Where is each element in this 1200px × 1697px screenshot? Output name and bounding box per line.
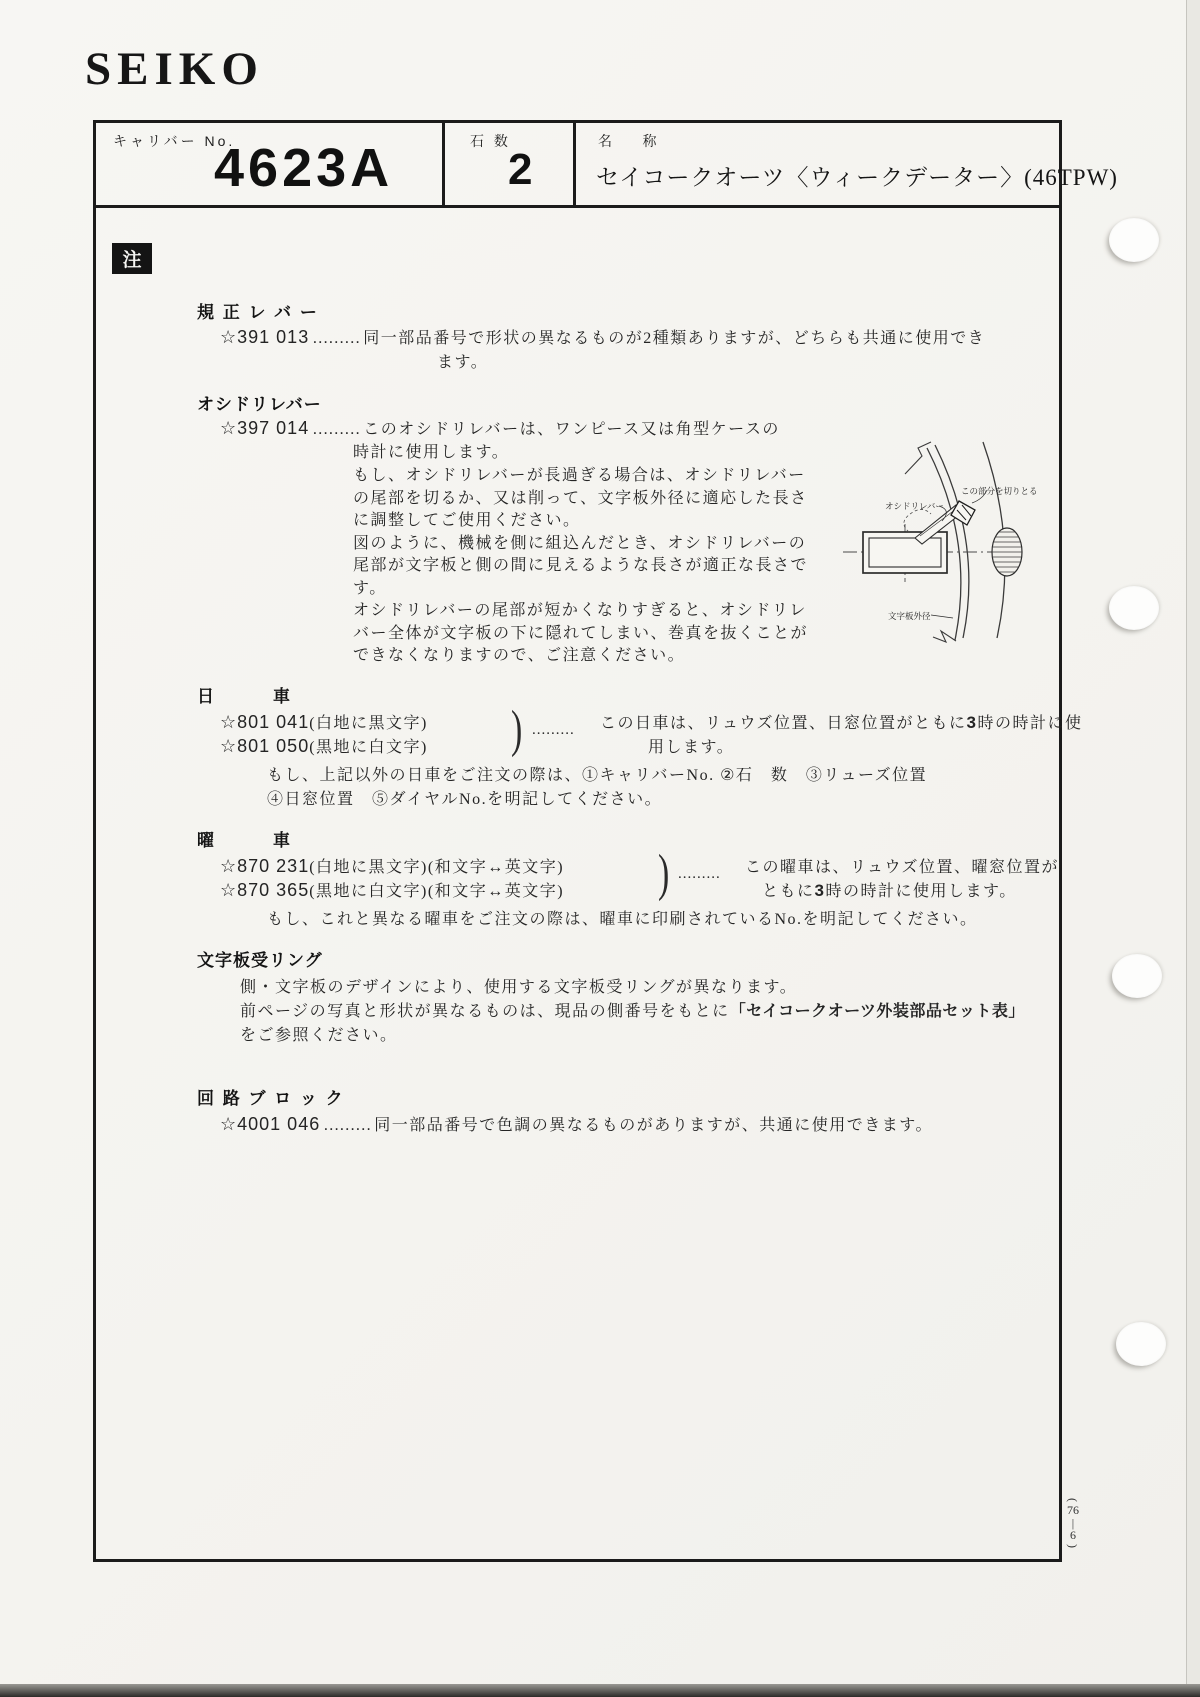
header-divider-1	[442, 123, 445, 205]
diagram-label-cut: この部分を切りとる	[961, 486, 1038, 496]
section-heading-date-wheel: 日 車	[197, 687, 292, 706]
grouping-brace: )	[658, 845, 670, 902]
diagram-label-dial-edge: 文字板外径	[888, 611, 931, 621]
name-label: 名 称	[598, 133, 660, 149]
caliber-label: キャリバー No.	[113, 133, 236, 149]
body-line: もし、上記以外の日車をご注文の際は、①キャリバーNo. ②石 数 ③リューズ位置	[267, 767, 928, 784]
body-line: ます。	[437, 354, 489, 371]
body-line: ☆801 041(白地に黒文字)	[220, 712, 428, 732]
grouping-brace: )	[511, 701, 523, 758]
punch-hole	[1112, 954, 1162, 998]
body-line: をご参照ください。	[240, 1027, 398, 1044]
diagram-label-lever: オシドリレバー	[885, 501, 944, 511]
body-line: 時計に使用します。	[353, 444, 510, 461]
punch-hole	[1116, 1322, 1166, 1366]
body-line: できなくなりますので、ご注意ください。	[353, 647, 686, 664]
caliber-number: 4623A	[214, 138, 394, 198]
punch-hole	[1109, 218, 1159, 262]
body-line: ☆870 365(黒地に白文字)(和文字↔英文字)	[220, 880, 565, 900]
jewels-label: 石 数	[470, 133, 511, 149]
part-number: ☆801 050	[220, 736, 310, 756]
body-line: ④日窓位置 ⑤ダイヤルNo.を明記してください。	[267, 791, 663, 808]
body-line: に調整してご使用ください。	[353, 512, 581, 529]
body-line: ☆391 013 ……… 同一部品番号で形状の異なるものが2種類ありますが、どちらも共通に使用でき	[220, 327, 986, 347]
section-heading-circuit-block: 回 路 ブ ロ ッ ク	[197, 1089, 345, 1108]
header-table	[93, 120, 1118, 208]
lever-diagram	[835, 432, 1045, 652]
paper-right-edge	[1186, 0, 1200, 1697]
section-heading-day-wheel: 曜 車	[197, 831, 292, 850]
leader-dots: .........	[678, 866, 721, 882]
crown-shape	[990, 528, 1024, 576]
section-heading-regulating-lever: 規 正 レ バ ー	[197, 303, 319, 322]
punch-hole	[1109, 586, 1159, 630]
referenced-document-title: 「セイコークオーツ外装部品セット表」	[729, 1003, 1025, 1020]
body-line: ともに3時の時計に使用します。	[762, 881, 1017, 900]
body-line: ☆397 014 ……… このオシドリレバーは、ワンピース又は角型ケースの	[220, 418, 780, 438]
section-heading-setting-lever: オシドリレバー	[197, 395, 322, 414]
date-code: ( 76 | 6 )	[1066, 1498, 1080, 1548]
body-line: オシドリレバーの尾部が短かくなりすぎると、オシドリレ	[353, 602, 807, 619]
body-line: もし、オシドリレバーが長過ぎる場合は、オシドリレバー	[353, 467, 806, 484]
part-number: ☆870 365	[220, 880, 310, 900]
note-badge: 注	[112, 243, 152, 274]
part-number: ☆4001 046	[220, 1114, 321, 1134]
scan-edge-shadow	[0, 1684, 1200, 1697]
body-line: 用します。	[648, 739, 735, 756]
part-number: ☆397 014	[220, 418, 310, 438]
body-line: 尾部が文字板と側の間に見えるような長さが適正な長さで	[353, 557, 809, 574]
body-line: ☆4001 046 ……… 同一部品番号で色調の異なるものがありますが、共通に使用できます。	[220, 1114, 933, 1134]
body-line: 前ページの写真と形状が異なるものは、現品の側番号をもとに「セイコークオーツ外装部品セット表」	[240, 1003, 1025, 1020]
body-line: の尾部を切るか、又は削って、文字板外径に適応した長さ	[353, 490, 808, 507]
leader-dots: .........	[532, 722, 575, 738]
body-line: この曜車は、リュウズ位置、曜窓位置が	[745, 859, 1060, 876]
part-number: ☆801 041	[220, 712, 310, 732]
body-line: 側・文字板のデザインにより、使用する文字板受リングが異なります。	[240, 979, 798, 996]
body-line: バー全体が文字板の下に隠れてしまい、巻真を抜くことが	[353, 625, 809, 642]
body-line: ☆870 231(白地に黒文字)(和文字↔英文字)	[220, 856, 565, 876]
part-number: ☆870 231	[220, 856, 310, 876]
header-divider-2	[573, 123, 576, 205]
body-line: もし、これと異なる曜車をご注文の際は、曜車に印刷されているNo.を明記してください。	[267, 911, 978, 928]
section-heading-dial-ring: 文字板受リング	[197, 951, 323, 970]
part-number: ☆391 013	[220, 327, 310, 347]
seiko-logo: SEIKO	[85, 43, 264, 95]
body-line: この日車は、リュウズ位置、日窓位置がともに3時の時計に使	[600, 713, 1083, 732]
jewels-count: 2	[508, 145, 533, 194]
movement-name: セイコークオーツ〈ウィークデーター〉(46TPW)	[596, 165, 1118, 190]
body-line: 図のように、機械を側に組込んだとき、オシドリレバーの	[353, 535, 807, 552]
body-line: す。	[353, 580, 387, 597]
body-line: ☆801 050(黒地に白文字)	[220, 736, 428, 756]
